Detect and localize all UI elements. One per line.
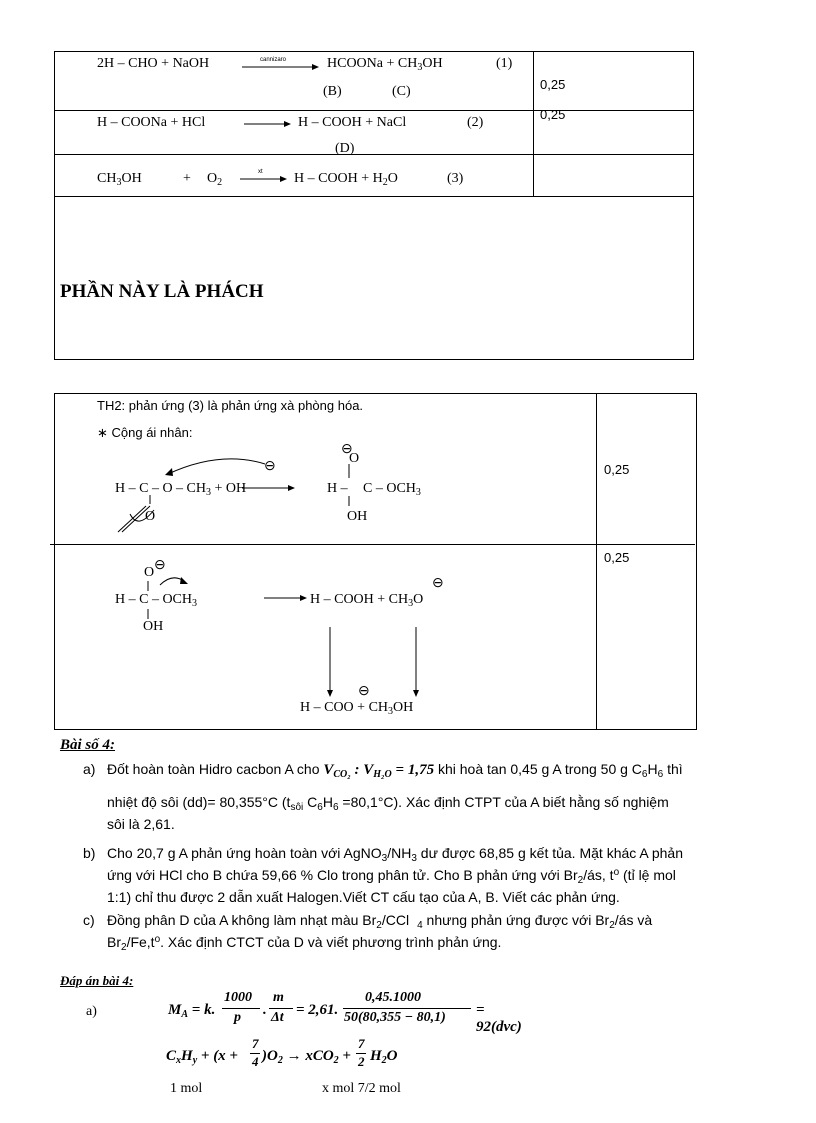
catalyst-label: xt (258, 169, 263, 175)
mechanism-2-oh: OH (143, 619, 164, 634)
score-2: 0,25 (540, 107, 566, 122)
reaction-3-plus: + (183, 171, 191, 186)
answer-table-1 (54, 51, 694, 360)
question-c-line-1: Đồng phân D của A không làm nhạt màu $Br_2$/CCl $_4$ nhưng phản ứng được với $Br_2/ás$ và (107, 912, 653, 931)
reaction-3-number: (3) (447, 171, 464, 186)
mechanism-1-ester-oxygen: O (145, 509, 156, 524)
question-b-line-2: ứng với HCl cho B chứa 59,66 % Clo trong phân tử. Cho B phản ứng với $Br_2/ás$, $t^o$ (tỉ lệ mol (107, 867, 676, 886)
mechanism-1-ester: H – C – O – $CH_3$ + OH (115, 481, 247, 498)
question-a-line-3: sôi là 2,61. (107, 816, 175, 832)
question-b-label: b) (83, 845, 96, 861)
question-a-line-2: nhiệt độ sôi (dd)= 80,355°C ($t_{sôi}$ $C_6H_6 =80,1^\circ C$). Xác định CTPT của A biết hằng số nghiệm (107, 794, 669, 813)
reaction-1-left: 2H – CHO + NaOH (97, 56, 210, 71)
question-c-label: c) (83, 912, 95, 928)
mechanism-1-product-oxygen: O (349, 451, 360, 466)
cannizaro-label: cannizaro (260, 57, 287, 63)
question-a-label: a) (83, 761, 96, 777)
label-B: (B) (323, 84, 342, 99)
question-b-line-1: Cho 20,7 g A phản ứng hoàn toàn với $AgNO_3/NH_3$ dư được 68,85 g kết tủa. Mặt khác A phản (107, 845, 683, 864)
task-4-title: Bài số 4: (60, 737, 116, 753)
table2-column-divider (596, 393, 597, 730)
phach-label: PHẦN NÀY LÀ PHÁCH (60, 281, 264, 302)
table2-score-2: 0,25 (604, 550, 630, 565)
reaction-1-arrow (240, 58, 320, 72)
reaction-3-oxygen: $O_2$ (207, 171, 223, 188)
mole-ratio-1: 1 mol (170, 1081, 203, 1096)
table1-row-divider-3 (54, 196, 694, 197)
reaction-1-right: HCOONa + $CH_3OH$ (327, 56, 443, 73)
reaction-3-right: H – COOH + $H_2O$ (294, 171, 398, 188)
nucleophilic-addition-label: ∗ Cộng ái nhân: (97, 425, 193, 440)
reaction-2-left: H – COONa + HCl (97, 115, 206, 130)
reaction-2-number: (2) (467, 115, 484, 130)
methoxide-charge: ⊖ (432, 576, 444, 591)
table2-row-divider (50, 544, 695, 545)
reaction-1-number: (1) (496, 56, 513, 71)
table2-score-1: 0,25 (604, 462, 630, 477)
reaction-2-arrow (244, 119, 292, 129)
mechanism-1-product-h: H – (327, 481, 348, 496)
score-1: 0,25 (540, 77, 566, 92)
final-products: H – COO + $CH_3OH$ (300, 700, 414, 717)
question-a-line-1: Đốt hoàn toàn Hidro cacbon A cho $V_{CO_2}$ : $V_{H_2O} = 1,75$ khi hoà tan 0,45 g A trong 50 g $C_6H_6$ thì (107, 761, 683, 780)
mechanism-1-product-charge: ⊖ (341, 442, 353, 457)
mechanism-1-hydroxide-charge: ⊖ (264, 459, 276, 474)
formate-charge: ⊖ (358, 684, 370, 699)
answer-a-label: a) (86, 1004, 97, 1019)
table1-column-divider (533, 51, 534, 196)
reaction-3-methanol: $CH_3OH$ (97, 171, 142, 188)
mechanism-2-charge: ⊖ (154, 558, 166, 573)
table1-row-divider-1 (54, 110, 694, 111)
mechanism-1-product-oh: OH (347, 509, 368, 524)
combustion-equation: $C_xH_y + (x$ + 7 4 )$O_2 \to xCO_2$ + 7 2 $H_2O$ (166, 1036, 398, 1069)
mole-ratio-2: x mol 7/2 mol (322, 1081, 401, 1096)
question-c-line-2: $Br_2/Fe,t^o$. Xác định CTCT của D và viết phương trình phản ứng. (107, 934, 502, 953)
table1-row-divider-2 (54, 154, 694, 155)
volume-ratio: $V_{CO_2}$ : $V_{H_2O} = 1,75$ (323, 762, 435, 780)
reaction-2-right: H – COOH + NaCl (298, 115, 407, 130)
question-b-line-3: 1:1) chỉ thu được 2 dẫn xuất Halogen.Viết CT cấu tạo của A, B. Viết các phản ứng. (107, 889, 620, 905)
mechanism-2-products: H – COOH + $CH_3O$ (310, 592, 424, 609)
mechanism-2-oxygen: O (144, 565, 155, 580)
mechanism-2-intermediate: H – C – $OCH_3$ (115, 592, 198, 609)
answer-title: Đáp án bài 4: (60, 973, 134, 988)
reaction-3-arrow (238, 169, 288, 183)
mechanism-1-product-carbon: C – $OCH_3$ (363, 481, 421, 498)
label-C: (C) (392, 84, 411, 99)
case-2-text: TH2: phản ứng (3) là phản ứng xà phòng hóa. (97, 398, 364, 413)
label-D: (D) (335, 141, 355, 156)
molar-mass-formula: $M_A = k$. 1000 p . m Δt = 2,61. 0,45.1000 50(80,355 − 80,1) = 92(dvc) (168, 990, 522, 1035)
